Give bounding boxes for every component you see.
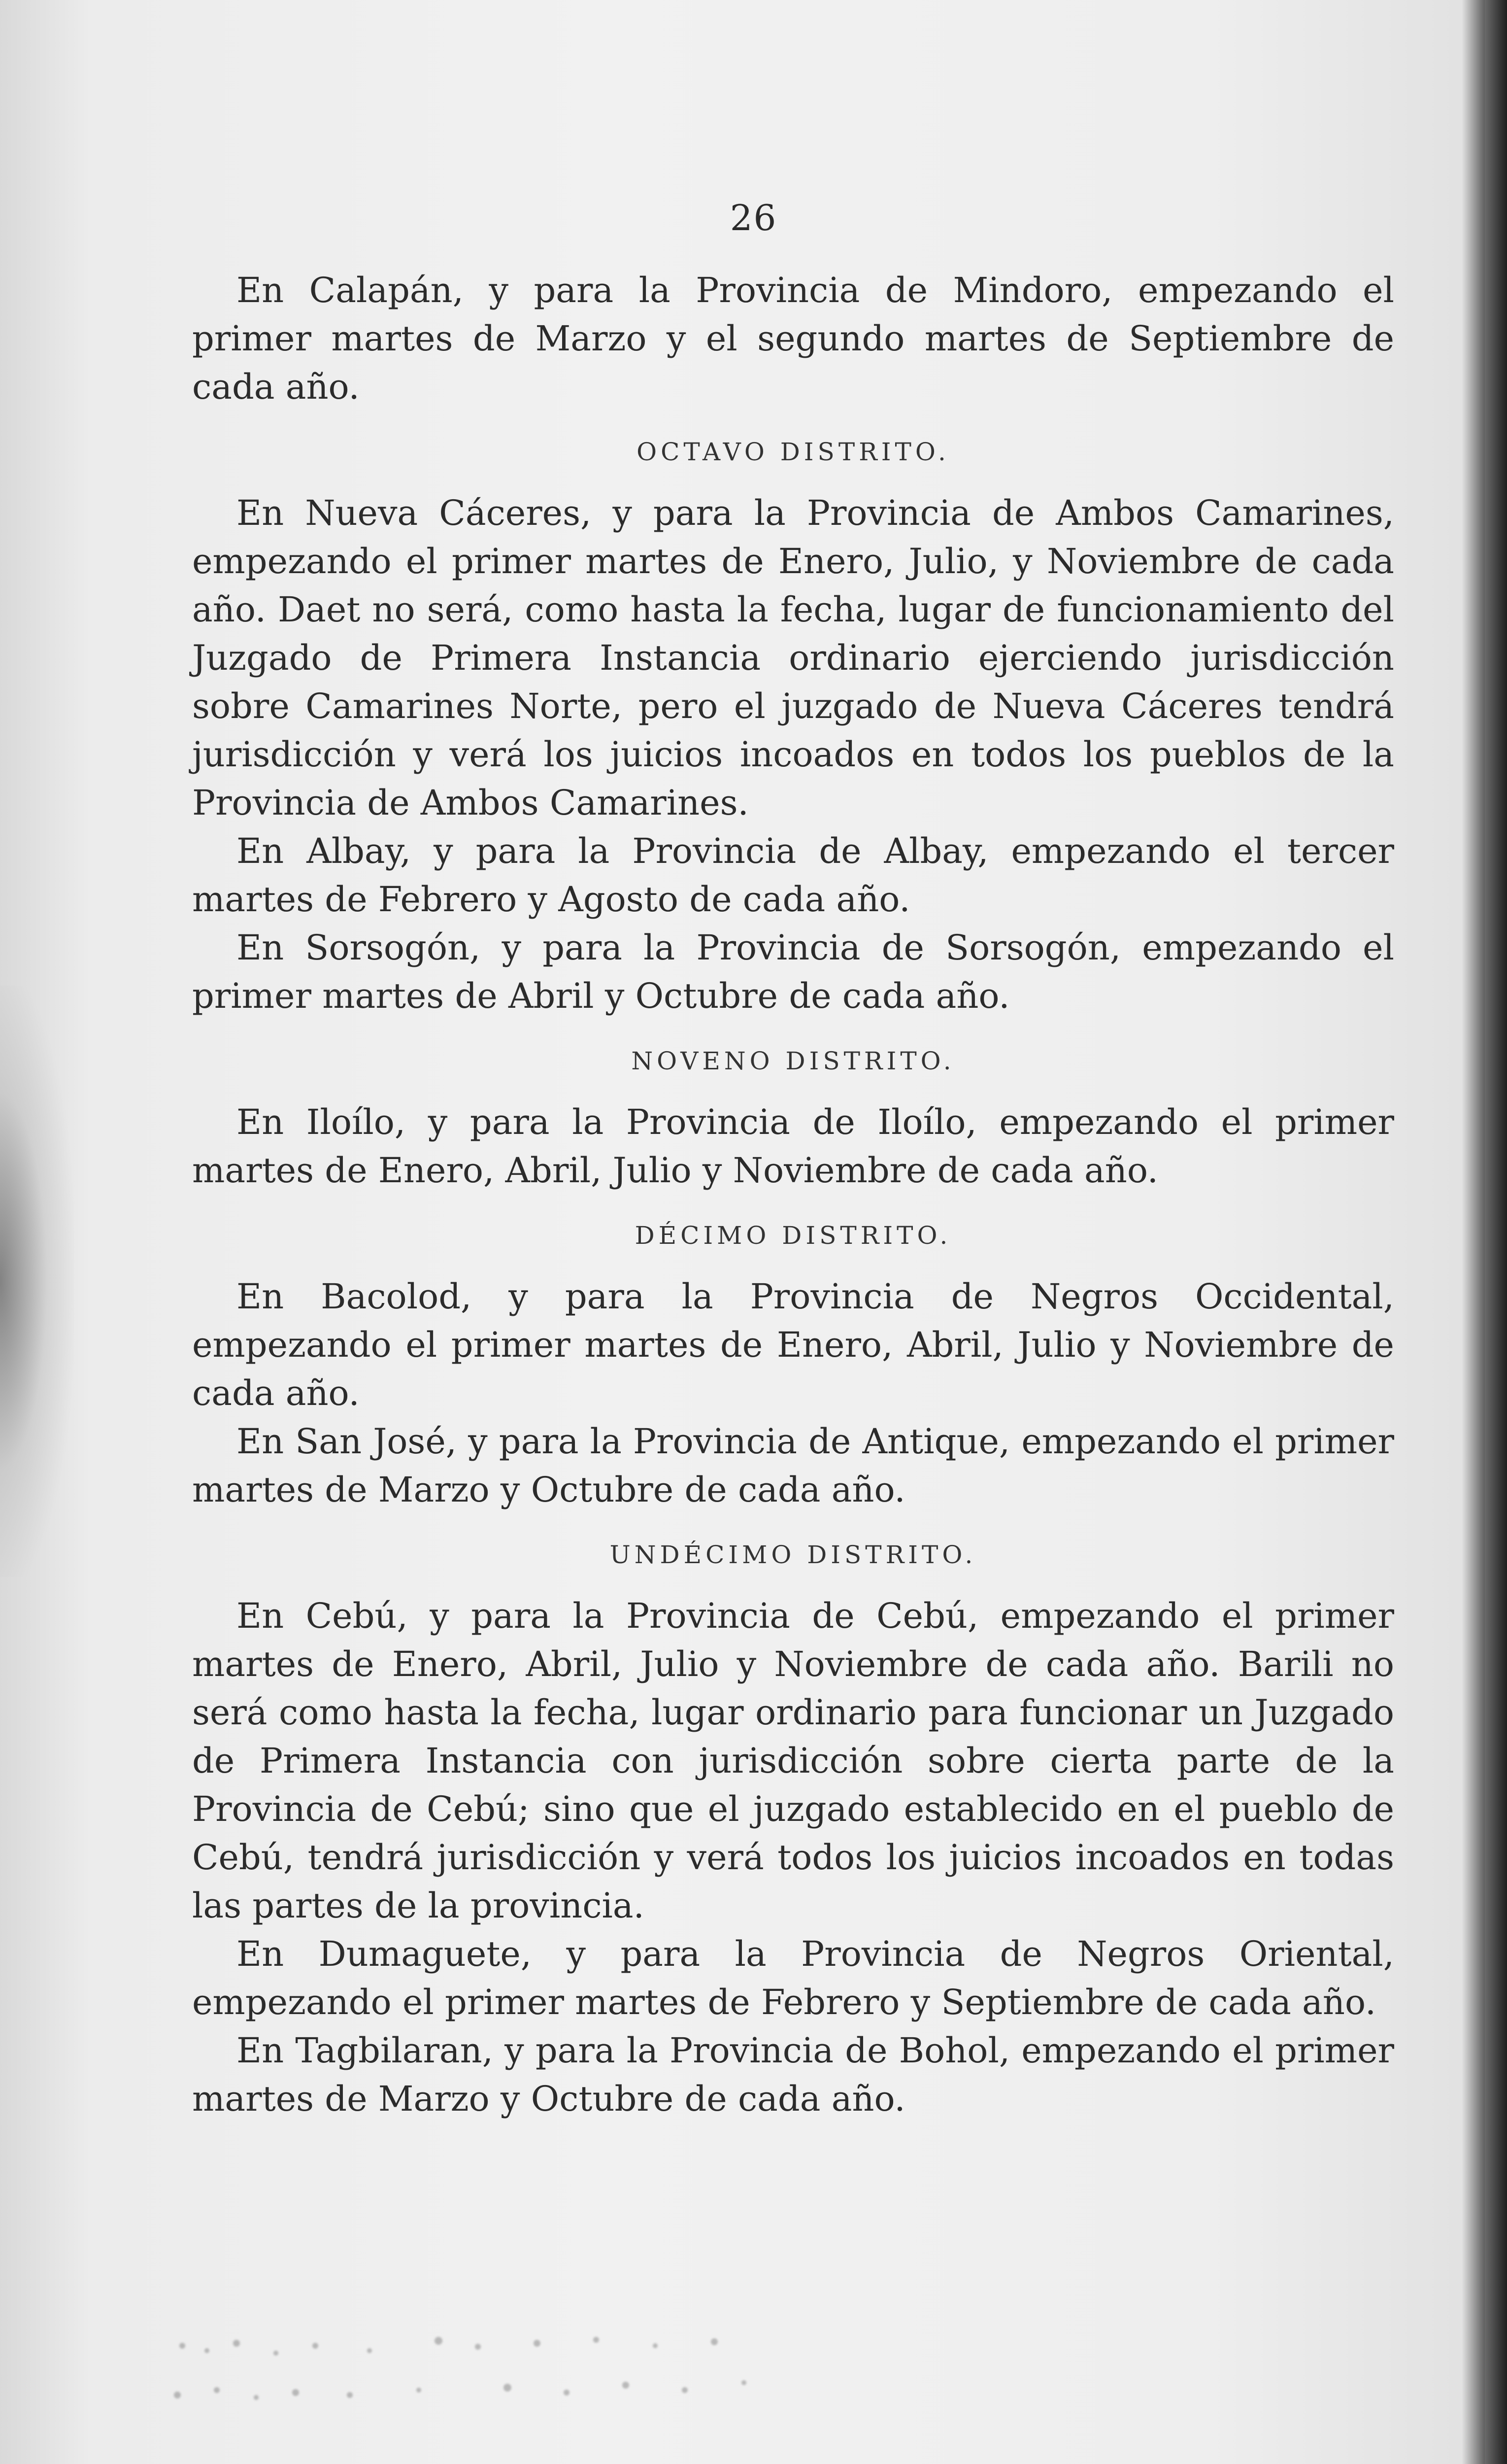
faded-stamp-mark xyxy=(163,2316,778,2425)
heading-noveno-distrito: NOVENO DISTRITO. xyxy=(631,1047,955,1075)
stamp-smudge-graphic xyxy=(163,2316,778,2425)
paragraph-tagbilaran: En Tagbilaran, y para la Provincia de Bohol, empezando el primer martes de Marzo y Octubre de cada año. xyxy=(192,2030,1394,2119)
heading-octavo-distrito: OCTAVO DISTRITO. xyxy=(636,438,950,466)
paragraph-sorsogon: En Sorsogón, y para la Provincia de Sorsogón, empezando el primer martes de Abril y Octubre de cada año. xyxy=(192,927,1394,1016)
heading-decimo-distrito: DÉCIMO DISTRITO. xyxy=(635,1221,952,1250)
paragraph-dumaguete: En Dumaguete, y para la Provincia de Negros Oriental, empezando el primer martes de Febrero y Septiembre de cada año. xyxy=(192,1934,1394,2022)
heading-undecimo-distrito: UNDÉCIMO DISTRITO. xyxy=(609,1540,977,1569)
paragraph-bacolod: En Bacolod, y para la Provincia de Negros Occidental, empezando el primer martes de Enero, Abril, Julio y Noviembre de cada año. xyxy=(192,1276,1394,1413)
paragraph-albay: En Albay, y para la Provincia de Albay, empezando el tercer martes de Febrero y Agosto de cada año. xyxy=(192,831,1394,920)
paragraph-nueva-caceres: En Nueva Cáceres, y para la Provincia de Ambos Camarines, empezando el primer martes de Enero, Julio, y Noviembre de cada año. Daet no será, como hasta la fecha, lugar de funcionamiento del Juzgado de Primera Instancia ordinario ejerciendo jurisdicción sobre Camarines Norte, pero el juzgado de Nueva Cáceres tendrá jurisdicción y verá los juicios incoados en todos los pueblos de la Provincia de Ambos Camarines. xyxy=(192,493,1394,823)
paragraph-iloilo: En Iloílo, y para la Provincia de Iloílo, empezando el primer martes de Enero, Abril, Julio y Noviembre de cada año. xyxy=(192,1102,1394,1191)
paragraph-calapan: En Calapán, y para la Provincia de Mindoro, empezando el primer martes de Marzo y el segundo martes de Septiembre de cada año. xyxy=(192,270,1394,407)
page-edge xyxy=(1485,0,1507,2464)
paragraph-cebu: En Cebú, y para la Provincia de Cebú, empezando el primer martes de Enero, Abril, Julio y Noviembre de cada año. Barili no será como hasta la fecha, lugar ordinario para funcionar un Juzgado de Primera Instancia con jurisdicción sobre cierta parte de la Provincia de Cebú; sino que el juzgado establecido en el pueblo de Cebú, tendrá jurisdicción y verá todos los juicios incoados en todas las partes de la provincia. xyxy=(192,1596,1394,1926)
paragraph-san-jose: En San José, y para la Provincia de Antique, empezando el primer martes de Marzo y Octubre de cada año. xyxy=(192,1421,1394,1510)
page-number: 26 xyxy=(730,197,777,239)
body-text xyxy=(192,266,1394,2123)
binding-shadow xyxy=(0,986,74,1577)
